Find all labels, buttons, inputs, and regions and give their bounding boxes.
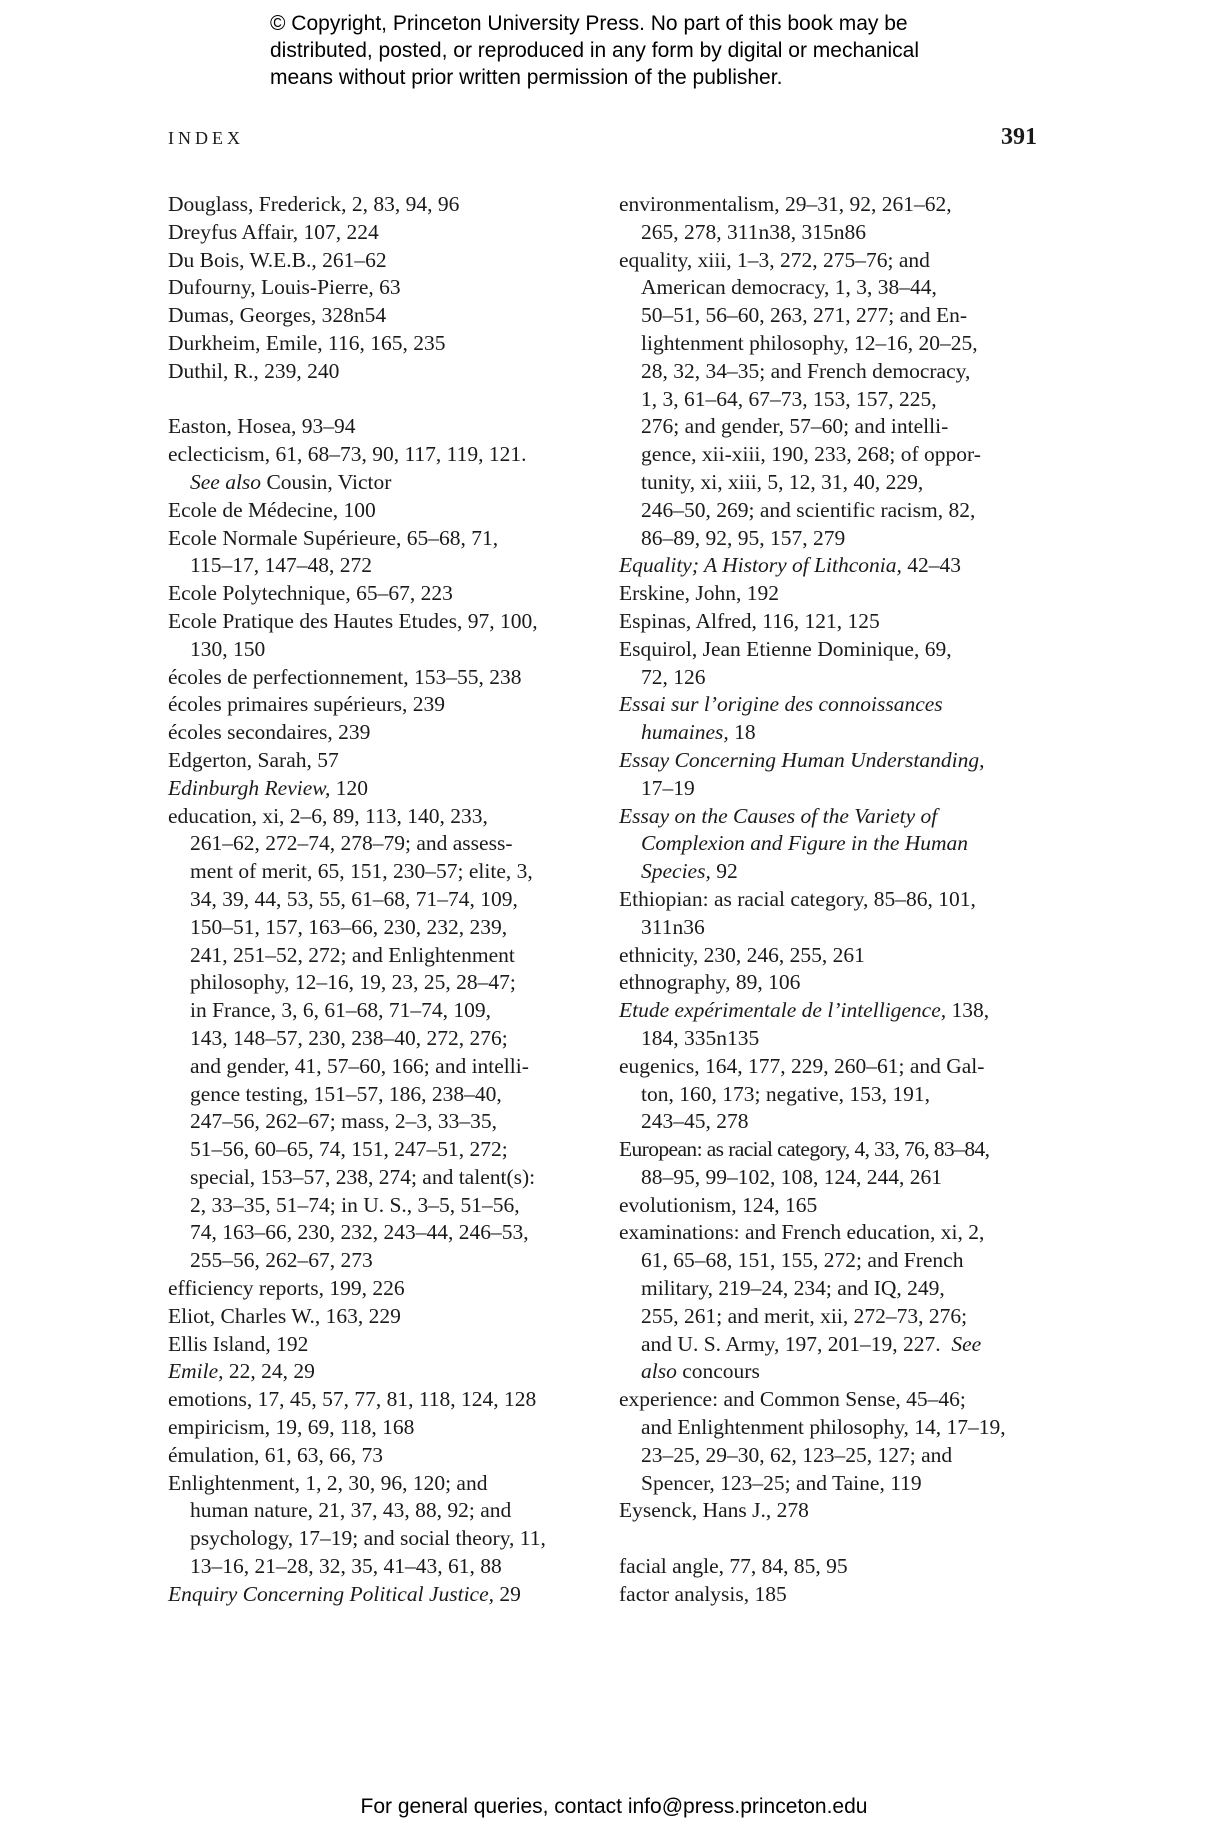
- index-entry: experience: and Common Sense, 45–46; and Enlightenment philosophy, 14, 17–19, 23–25, 29–30, 62, 123–25, 127; and Spencer, 123–25; and Taine, 119: [619, 1387, 1006, 1495]
- letter-group-gap: [168, 386, 588, 414]
- work-title: Equality; A History of Lithconia,: [619, 553, 902, 578]
- index-entry: Dreyfus Affair, 107, 224: [168, 219, 379, 244]
- copyright-line: © Copyright, Princeton University Press. No part of this book may be: [270, 12, 908, 35]
- index-entry: eclecticism, 61, 68–73, 90, 117, 119, 121. See also Cousin, Victor: [168, 442, 527, 494]
- copyright-line: distributed, posted, or reproduced in any form by digital or mechanical: [270, 39, 920, 62]
- index-entry: Edinburgh Review, 120: [168, 775, 369, 800]
- index-entry: Durkheim, Emile, 116, 165, 235: [168, 330, 446, 355]
- index-entry: eugenics, 164, 177, 229, 260–61; and Gal- ton, 160, 173; negative, 153, 191, 243–45, 278: [619, 1053, 985, 1134]
- index-entry: Eysenck, Hans J., 278: [619, 1498, 809, 1523]
- copyright-notice: [270, 10, 1090, 91]
- page-number: 391: [1001, 124, 1037, 150]
- index-entry: efficiency reports, 199, 226: [168, 1276, 405, 1301]
- see-also-target: Cousin, Victor: [266, 469, 392, 494]
- index-entry: Etude expérimentale de l’intelligence, 138, 184, 335n135: [619, 998, 990, 1050]
- index-entry: Douglass, Frederick, 2, 83, 94, 96: [168, 192, 460, 216]
- index-entry: Enquiry Concerning Political Justice, 29: [168, 1581, 521, 1606]
- letter-group-gap: [619, 1525, 1049, 1553]
- index-entry: Du Bois, W.E.B., 261–62: [168, 247, 387, 272]
- index-entry: émulation, 61, 63, 66, 73: [168, 1442, 383, 1467]
- work-title: Emile,: [168, 1359, 224, 1384]
- index-entry: Duthil, R., 239, 240: [168, 358, 340, 383]
- copyright-line: means without prior written permission of the publisher.: [270, 66, 783, 89]
- work-title: Species,: [641, 859, 711, 884]
- running-head: [168, 124, 1037, 158]
- index-entry: facial angle, 77, 84, 85, 95: [619, 1554, 848, 1579]
- work-title: Edinburgh Review,: [168, 775, 331, 800]
- see-also-label: See: [951, 1331, 982, 1356]
- index-entry: empiricism, 19, 69, 118, 168: [168, 1415, 415, 1440]
- index-entry: écoles primaires supérieurs, 239: [168, 692, 446, 717]
- index-entry: Emile, 22, 24, 29: [168, 1359, 315, 1384]
- header-label: INDEX: [168, 128, 244, 148]
- index-entry: Dufourny, Louis-Pierre, 63: [168, 275, 401, 300]
- index-entry: Ecole Polytechnique, 65–67, 223: [168, 581, 453, 606]
- index-entry: ethnicity, 230, 246, 255, 261: [619, 942, 865, 967]
- index-entry: Espinas, Alfred, 116, 121, 125: [619, 608, 880, 633]
- index-entry: écoles secondaires, 239: [168, 720, 371, 745]
- index-entry: education, xi, 2–6, 89, 113, 140, 233, 261–62, 272–74, 278–79; and assess- ment of merit, 65, 151, 230–57; elite, 3, 34, 39, 44, 53, 55, 61–68, 71–74, 109, 150–51, 157, 163–66, 230, 232, 239, 241, 251–52, 272; and Enlightenment philosophy, 12–16, 19, 23, 25, 28–47; in France, 3, 6, 61–68, 71–74, 109, 143, 148–57, 230, 238–40, 272, 276; and gender, 41, 57–60, 166; and intelli- gence testing, 151–57, 186, 238–40, 247–56, 262–67; mass, 2–3, 33–35, 51–56, 60–65, 74, 151, 247–51, 272; special, 153–57, 238, 274; and talent(s): 2, 33–35, 51–74; in U. S., 3–5, 51–56, 74, 163–66, 230, 232, 243–44, 246–53, 255–56, 262–67, 273: [168, 803, 536, 1273]
- work-title: Essay Concerning Human Understanding,: [619, 747, 985, 772]
- index-entry: emotions, 17, 45, 57, 77, 81, 118, 124, 128: [168, 1387, 537, 1412]
- see-also-target: concours: [682, 1359, 760, 1384]
- footer-contact: For general queries, contact info@press.princeton.edu: [360, 1795, 868, 1818]
- see-also-label: also: [641, 1359, 677, 1384]
- work-title: humaines,: [641, 720, 729, 745]
- work-title: Enquiry Concerning Political Justice,: [168, 1581, 495, 1606]
- index-entry: Ethiopian: as racial category, 85–86, 101, 311n36: [619, 886, 976, 939]
- index-entry: Edgerton, Sarah, 57: [168, 747, 339, 772]
- index-entry: Essay Concerning Human Understanding, 17–19: [619, 747, 985, 800]
- index-entry: evolutionism, 124, 165: [619, 1192, 818, 1217]
- index-entry: Ecole Pratique des Hautes Etudes, 97, 100, 130, 150: [168, 608, 538, 661]
- index-entry: Enlightenment, 1, 2, 30, 96, 120; and human nature, 21, 37, 43, 88, 92; and psychology, 17–19; and social theory, 11, 13–16, 21–28, 32, 35, 41–43, 61, 88: [168, 1470, 546, 1579]
- index-entry: ethnography, 89, 106: [619, 970, 801, 995]
- index-column-left: [168, 191, 588, 1609]
- index-column-right: [619, 191, 1049, 1609]
- index-entry: Essay on the Causes of the Variety of Complexion and Figure in the Human Species, 92: [619, 803, 969, 884]
- index-entry: Erskine, John, 192: [619, 581, 780, 606]
- index-entry: European: as racial category, 4, 33, 76, 83–84, 88–95, 99–102, 108, 124, 244, 261: [619, 1137, 990, 1189]
- index-entry: Ecole de Médecine, 100: [168, 497, 376, 522]
- work-title: Essay on the Causes of the Variety of: [619, 803, 938, 828]
- index-entry: Eliot, Charles W., 163, 229: [168, 1303, 401, 1328]
- work-title: Etude expérimentale de l’intelligence,: [619, 998, 947, 1023]
- index-entry: Esquirol, Jean Etienne Dominique, 69, 72, 126: [619, 636, 952, 689]
- index-entry: Ecole Normale Supérieure, 65–68, 71, 115–17, 147–48, 272: [168, 525, 499, 578]
- see-also-label: See also: [190, 469, 262, 494]
- index-entry: environmentalism, 29–31, 92, 261–62, 265, 278, 311n38, 315n86: [619, 192, 952, 244]
- index-entry: écoles de perfectionnement, 153–55, 238: [168, 664, 522, 689]
- index-entry: Essai sur l’origine des connoissances humaines, 18: [619, 692, 943, 745]
- index-entry: examinations: and French education, xi, 2, 61, 65–68, 151, 155, 272; and French military, 219–24, 234; and IQ, 249, 255, 261; and merit, xii, 272–73, 276; and U. S. Army, 197, 201–19, 227. See also concours: [619, 1220, 985, 1384]
- work-title: Complexion and Figure in the Human: [641, 831, 969, 856]
- index-entry: Easton, Hosea, 93–94: [168, 414, 356, 439]
- index-entry: Dumas, Georges, 328n54: [168, 303, 387, 328]
- work-title: Essai sur l’origine des connoissances: [619, 692, 943, 717]
- index-entry: equality, xiii, 1–3, 272, 275–76; and American democracy, 1, 3, 38–44, 50–51, 56–60, 263, 271, 277; and En- lightenment philosophy, 12–16, 20–25, 28, 32, 34–35; and French democracy, 1, 3, 61–64, 67–73, 153, 157, 225, 276; and gender, 57–60; and intelli- gence, xii-xiii, 190, 233, 268; of oppor- tunity, xi, xiii, 5, 12, 31, 40, 229, 246–50, 269; and scientific racism, 82, 86–89, 92, 95, 157, 279: [619, 247, 981, 550]
- index-entry: Ellis Island, 192: [168, 1331, 309, 1356]
- index-entry: factor analysis, 185: [619, 1581, 787, 1606]
- index-entry: Equality; A History of Lithconia, 42–43: [619, 553, 962, 578]
